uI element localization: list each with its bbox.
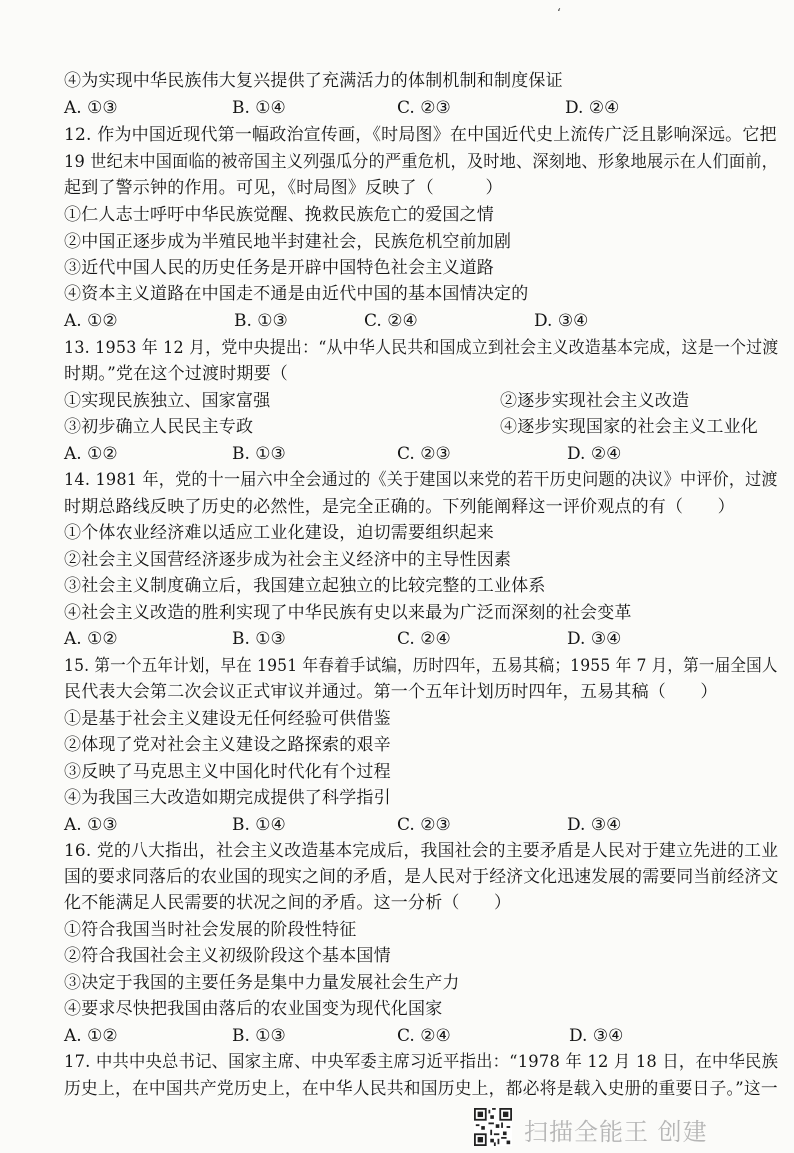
q13-statement-3: ③初步确立人民民主专政 — [64, 417, 254, 437]
q12-statement-2: ②中国正逐步成为半殖民地半封建社会，民族危机空前加剧 — [64, 232, 512, 252]
q15-stem-line-2: 民代表大会第二次会议正式审议并通过。第一个五年计划历时四年，五易其稿（ ） — [64, 682, 718, 702]
q16-statement-2: ②符合我国社会主义初级阶段这个基本国情 — [64, 946, 391, 966]
q12-stem-line-3: 起到了警示钟的作用。可见，《时局图》反映了（ ） — [64, 178, 503, 198]
q13-statement-1: ①实现民族独立、国家富强 — [64, 391, 271, 411]
option-a: A. ①② — [64, 311, 118, 331]
option-b: B. ①④ — [232, 815, 286, 835]
q14-statement-1: ①个体农业经济难以适应工业化建设，迫切需要组织起来 — [64, 523, 494, 543]
option-b: B. ①③ — [232, 629, 286, 649]
scan-mark: ‘ — [557, 6, 561, 20]
q13-stem-line-2: 时期。”党在这个过渡时期要（ — [64, 364, 288, 384]
option-c: C. ②④ — [397, 1026, 451, 1046]
option-a: A. ①② — [64, 629, 118, 649]
q16-statement-4: ④要求尽快把我国由落后的农业国变为现代化国家 — [64, 999, 443, 1019]
q14-statement-2: ②社会主义国营经济逐步成为社会主义经济中的主导性因素 — [64, 550, 512, 570]
option-c: C. ②④ — [364, 311, 418, 331]
option-a: A. ①② — [64, 1026, 118, 1046]
q12-statement-1: ①仁人志士呼吁中华民族觉醒、挽救民族危亡的爱国之情 — [64, 205, 494, 225]
q13-statement-4: ④逐步实现国家的社会主义工业化 — [500, 417, 758, 437]
option-c: C. ②③ — [397, 98, 451, 118]
option-d: D. ③④ — [569, 1026, 624, 1046]
q14-stem-line-2: 时期总路线反映了历史的必然性，是完全正确的。下列能阐释这一评价观点的有（ ） — [64, 497, 735, 517]
q16-statement-1: ①符合我国当时社会发展的阶段性特征 — [64, 920, 357, 940]
option-b: B. ①④ — [232, 98, 286, 118]
option-b: B. ①③ — [234, 311, 288, 331]
q16-statement-3: ③决定于我国的主要任务是集中力量发展社会生产力 — [64, 973, 460, 993]
q14-stem-line-1: 14. 1981 年，党的十一届六中全会通过的《关于建国以来党的若干历史问题的决议》中评价，过渡 — [64, 470, 778, 490]
option-a: A. ①② — [64, 444, 118, 464]
option-c: C. ②③ — [397, 444, 451, 464]
q16-stem-line-1: 16. 党的八大指出，社会主义改造基本完成后，我国社会的主要矛盾是人民对于建立先进的工业 — [64, 841, 779, 861]
q17-stem-line-1: 17. 中共中央总书记、国家主席、中央军委主席习近平指出：“1978 年 12 月 18 日，在中华民族 — [64, 1052, 779, 1072]
option-d: D. ③④ — [567, 629, 622, 649]
q15-statement-1: ①是基于社会主义建设无任何经验可供借鉴 — [64, 709, 391, 729]
option-a: A. ①③ — [64, 815, 118, 835]
q15-stem-line-1: 15. 第一个五年计划，早在 1951 年春着手试编，历时四年，五易其稿；1955 年 7 月，第一届全国人 — [64, 656, 778, 676]
option-d: D. ②④ — [567, 444, 622, 464]
q15-statement-2: ②体现了党对社会主义建设之路探索的艰辛 — [64, 735, 391, 755]
scanner-watermark-label: 扫描全能王 创建 — [524, 1118, 708, 1146]
q13-stem-line-1: 13. 1953 年 12 月，党中央提出：“从中华人民共和国成立到社会主义改造基本完成，这是一个过渡 — [64, 338, 779, 358]
option-c: C. ②④ — [397, 629, 451, 649]
option-d: D. ③④ — [534, 311, 589, 331]
q12-statement-3: ③近代中国人民的历史任务是开辟中国特色社会主义道路 — [64, 258, 494, 278]
q11-statement-4: ④为实现中华民族伟大复兴提供了充满活力的体制机制和制度保证 — [64, 71, 563, 91]
option-c: C. ②③ — [397, 815, 451, 835]
q14-statement-3: ③社会主义制度确立后，我国建立起独立的比较完整的工业体系 — [64, 576, 546, 596]
q16-stem-line-3: 化不能满足人民需要的状况之间的矛盾。这一分析（ ） — [64, 893, 512, 913]
q17-stem-line-2: 历史上，在中国共产党历史上，在中华人民共和国历史上，都必将是载入史册的重要日子。”这一 — [64, 1079, 778, 1099]
option-d: D. ②④ — [565, 98, 620, 118]
q12-stem-line-1: 12. 作为中国近现代第一幅政治宣传画，《时局图》在中国近代史上流传广泛且影响深远。它把 — [64, 125, 777, 145]
q14-statement-4: ④社会主义改造的胜利实现了中华民族有史以来最为广泛而深刻的社会变革 — [64, 603, 632, 623]
q12-stem-line-2: 19 世纪末中国面临的被帝国主义列强瓜分的严重危机，及时地、深刻地、形象地展示在人们面前， — [64, 152, 779, 172]
q15-statement-3: ③反映了马克思主义中国化时代化有个过程 — [64, 762, 391, 782]
q16-stem-line-2: 国的要求同落后的农业国的现实之间的矛盾，是人民对于经济文化迅速发展的需要同当前经济文 — [64, 867, 779, 887]
q13-statement-2: ②逐步实现社会主义改造 — [500, 391, 690, 411]
scanner-watermark — [474, 1108, 774, 1148]
option-a: A. ①③ — [64, 98, 118, 118]
option-b: B. ①③ — [232, 1026, 286, 1046]
q12-statement-4: ④资本主义道路在中国走不通是由近代中国的基本国情决定的 — [64, 284, 529, 304]
qr-code-icon — [474, 1108, 512, 1146]
option-d: D. ③④ — [567, 815, 622, 835]
q15-statement-4: ④为我国三大改造如期完成提供了科学指引 — [64, 788, 391, 808]
option-b: B. ①③ — [232, 444, 286, 464]
